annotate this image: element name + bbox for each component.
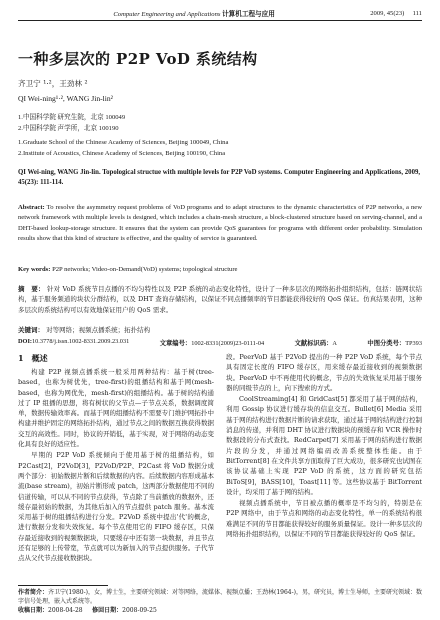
left-column — [18, 352, 214, 565]
received-label: 收稿日期： — [18, 607, 49, 614]
footnote-rule — [18, 585, 108, 586]
right-column — [226, 352, 422, 540]
classification-label: 中图分类号： — [367, 340, 406, 347]
author-bio — [18, 588, 422, 606]
body-paragraph: 视频点播系统中，节目被点播的概率是不均匀的，特别是在 P2P 网络中，由于节点和网络的动态变化特性，单一的系统结构很难满足不同的节目都能获得较好的服务质量保证。设计一种多层次的网络拓扑组织结构，以保证不同的节目都能获得较好的 QoS 保证。 — [226, 499, 422, 539]
issue-number: 2009, 45(23) — [370, 9, 405, 17]
keywords-en-label: Key words: — [18, 266, 51, 273]
header-rule — [18, 20, 422, 21]
journal-name — [113, 8, 274, 18]
document-code-value: A — [332, 340, 337, 347]
paper-title: 一种多层次的 P2P VoD 系统结构 — [18, 50, 258, 68]
affiliation-2: 2.中国科学院 声学所，北京 100190 — [18, 125, 119, 132]
author-bio-label: 作者简介： — [18, 589, 49, 596]
citation: QI Wei-ning, WANG Jin-lin. Topological structue with multiple levels for P2P VoD systems. Computer Engineering and Applications, 2009, 45(23): 111-114. — [18, 169, 421, 186]
dates — [18, 606, 422, 615]
classification-number — [367, 338, 422, 347]
issue-and-page — [370, 10, 422, 17]
keywords-en-text: P2P networks; Video-on-Demand(VoD) systems; topological structure — [52, 266, 238, 273]
abstract-en-text: To resolve the asymmetry request problems of VoD programs and to adapt structures to the dynamic characteristics of P2P networks, a new network framework with multiple levels is designed, which includes a chain-mesh structure, a block-clustered structure based on serving-channel, and a DHT-based lookup-storage structure. It ensures that the system can provide QoS guarantees for programs with different order probability. Simulation results show that this kind of structure is effective, and the quality of service is guaranteed. — [18, 204, 422, 242]
body-paragraph: 构建 P2P 视频点播系统一般采用两种结构：基于树(tree-based，也称为树优先，tree-first)的组播结构和基于网(mesh-based，也称为网优先，mesh-first)的组播结构。基于树的结构通过了 IP 组播的思想，将有树状的父节点—子节点关系，数据调度简单，数据传输效率高。而基于网的组播结构不需要专门维护网拓扑中构建并维护固定的网络拓扑结构，通过节点之间的数据互换获得数据交互的高效性。同时，协议的开销低，基于实现，对于网络的动态变化具有良好的适应性。 — [18, 368, 214, 449]
body-paragraph: CoolStreaming[4] 和 GridCast[5] 都采用了基于网的结构，利用 Gossip 协议进行缓存块的信息交互。Bullet[6] Media 采用基于网的结构进行数据片断的请求获取，通过基于网的结构进行控制消息的传递，并利用 DHT 协议进行数据块的预缓存和 VCR 操作时数据段的分布式查找。RedCarpet[7] 采用基于网的结构进行数据片段的分发，并通过网络编码改善系统整体性能。由于 BitTorrent[8] 在文件共享方面取得了巨大成功，很多研究也试图在该协议基础上实现 P2P VoD 的系统，这方面的研究包括 BiToS[9]，BASS[10]，Toast[11] 等。这些协议基于 BitTorrent 设计，均采用了基于网的结构。 — [226, 395, 422, 496]
document-code — [295, 338, 337, 347]
footnote — [18, 588, 422, 615]
journal-name-en: Computer Engineering and Applications — [113, 11, 221, 18]
doi — [18, 338, 129, 347]
page-number: 111 — [412, 9, 422, 17]
keywords-cn-text: 对等网络；视频点播系统；拓扑结构 — [46, 326, 151, 334]
classification-value: TP393 — [405, 340, 422, 347]
body-columns — [18, 352, 422, 580]
section-heading: 1 概述 — [18, 353, 48, 363]
revised-date: 2008-09-25 — [122, 607, 157, 614]
abstract-cn-text: 针对 VoD 系统节目点播的不均匀特性以及 P2P 系统的动态变化特性，设计了一种多层次的网络拓扑组织结构，包括：链网状结构，基于服务频道的块状分群结构，以及 DHT 查询存储结构，以保证不同点播频率的节目都能获得较好的 QoS 保证。仿真结果表明，这种多层次的系统结构可以有效地保证用户的 QoS 需求。 — [18, 285, 423, 314]
authors-english: QI Wei-ning¹·², WANG Jin-lin² — [18, 94, 113, 103]
article-number — [160, 338, 264, 347]
doi-label: DOI: — [18, 338, 32, 345]
abstract-en-label: Abstract: — [18, 204, 45, 211]
doi-value: 10.3778/j.issn.1002-8331.2009.23.031 — [32, 338, 130, 345]
journal-name-cn: 计算机工程与应用 — [222, 11, 275, 18]
received-date: 2008-04-28 — [48, 607, 83, 614]
article-number-label: 文章编号： — [159, 340, 192, 347]
running-header — [18, 7, 422, 19]
affiliation-1: 1.中国科学院 研究生院，北京 100049 — [18, 114, 126, 121]
author-bio-text: 齐卫宁(1980-)，女，博士生，主要研究领域：对等网络，流媒体、视频点播；王劲林(1964-)，男，研究员，博士生导师，主要研究领域：数字信号处理，嵌入式系统等。 — [18, 589, 422, 605]
article-number-value: 1002-8331(2009)23-0111-04 — [191, 340, 265, 347]
keywords-cn-label: 关键词： — [18, 326, 44, 334]
keywords-english — [18, 265, 422, 275]
affiliation-en-1: 1.Graduate School of the Chinese Academy of Sciences, Beijing 100049, China — [18, 139, 229, 146]
keywords-chinese — [18, 325, 422, 334]
abstract-chinese — [18, 284, 422, 315]
article-metadata — [18, 338, 422, 347]
affiliation-en-2: 2.Institute of Acoustics, Chinese Academy of Sciences, Beijing 100190, China — [18, 150, 226, 157]
revised-label: 修回日期： — [92, 607, 123, 614]
abstract-cn-label: 摘 要： — [18, 285, 45, 293]
body-paragraph: 段。PeerVoD 基于 P2VoD 提出的一种 P2P VoD 系统，每个节点具有固定长度的 FIFO 缓存区，用来缓存最近接收到的视频数据块。PeerVoD 中不再使用代的概念，节点的失效恢复采用基于服务器的同级节点的上，向下搜索的方式。 — [226, 353, 422, 392]
authors-chinese: 齐卫宁 ¹·²，王劲林 ² — [18, 79, 88, 88]
abstract-english — [18, 203, 422, 244]
body-paragraph: 早期的 P2P VoD 系统倾向于使用基于树的组播结构，如 P2Cast[2]，P2VoD[3]，P2VoD/P2P、P2Cast 将 VoD 数据分成两个部分：初始数据片断和后续数据的内容。后续数据内容形成基本流(base stream)，初始片断形成 patch，这两部分数据使用不同的信道传输，可以从不同的节点获得，节点除了当前播放的数据外，还缓存最初始的数据，为其他后加入的节点提供 patch 服务。基本流采用基于树的组播结构进行分发。P2VoD 系统中提出'代'的概念，进行数据分发和失效恢复。每个节点使用它的 FIFO 缓存区，只保存最近接收到的视频数据块，只要缓存中还有第一块数据，并且节点还有足够的上传带宽，节点就可以为新加入的节点提供服务。子代节点从父代节点接收数据块。 — [18, 451, 214, 563]
document-code-label: 文献标识码： — [294, 340, 333, 347]
